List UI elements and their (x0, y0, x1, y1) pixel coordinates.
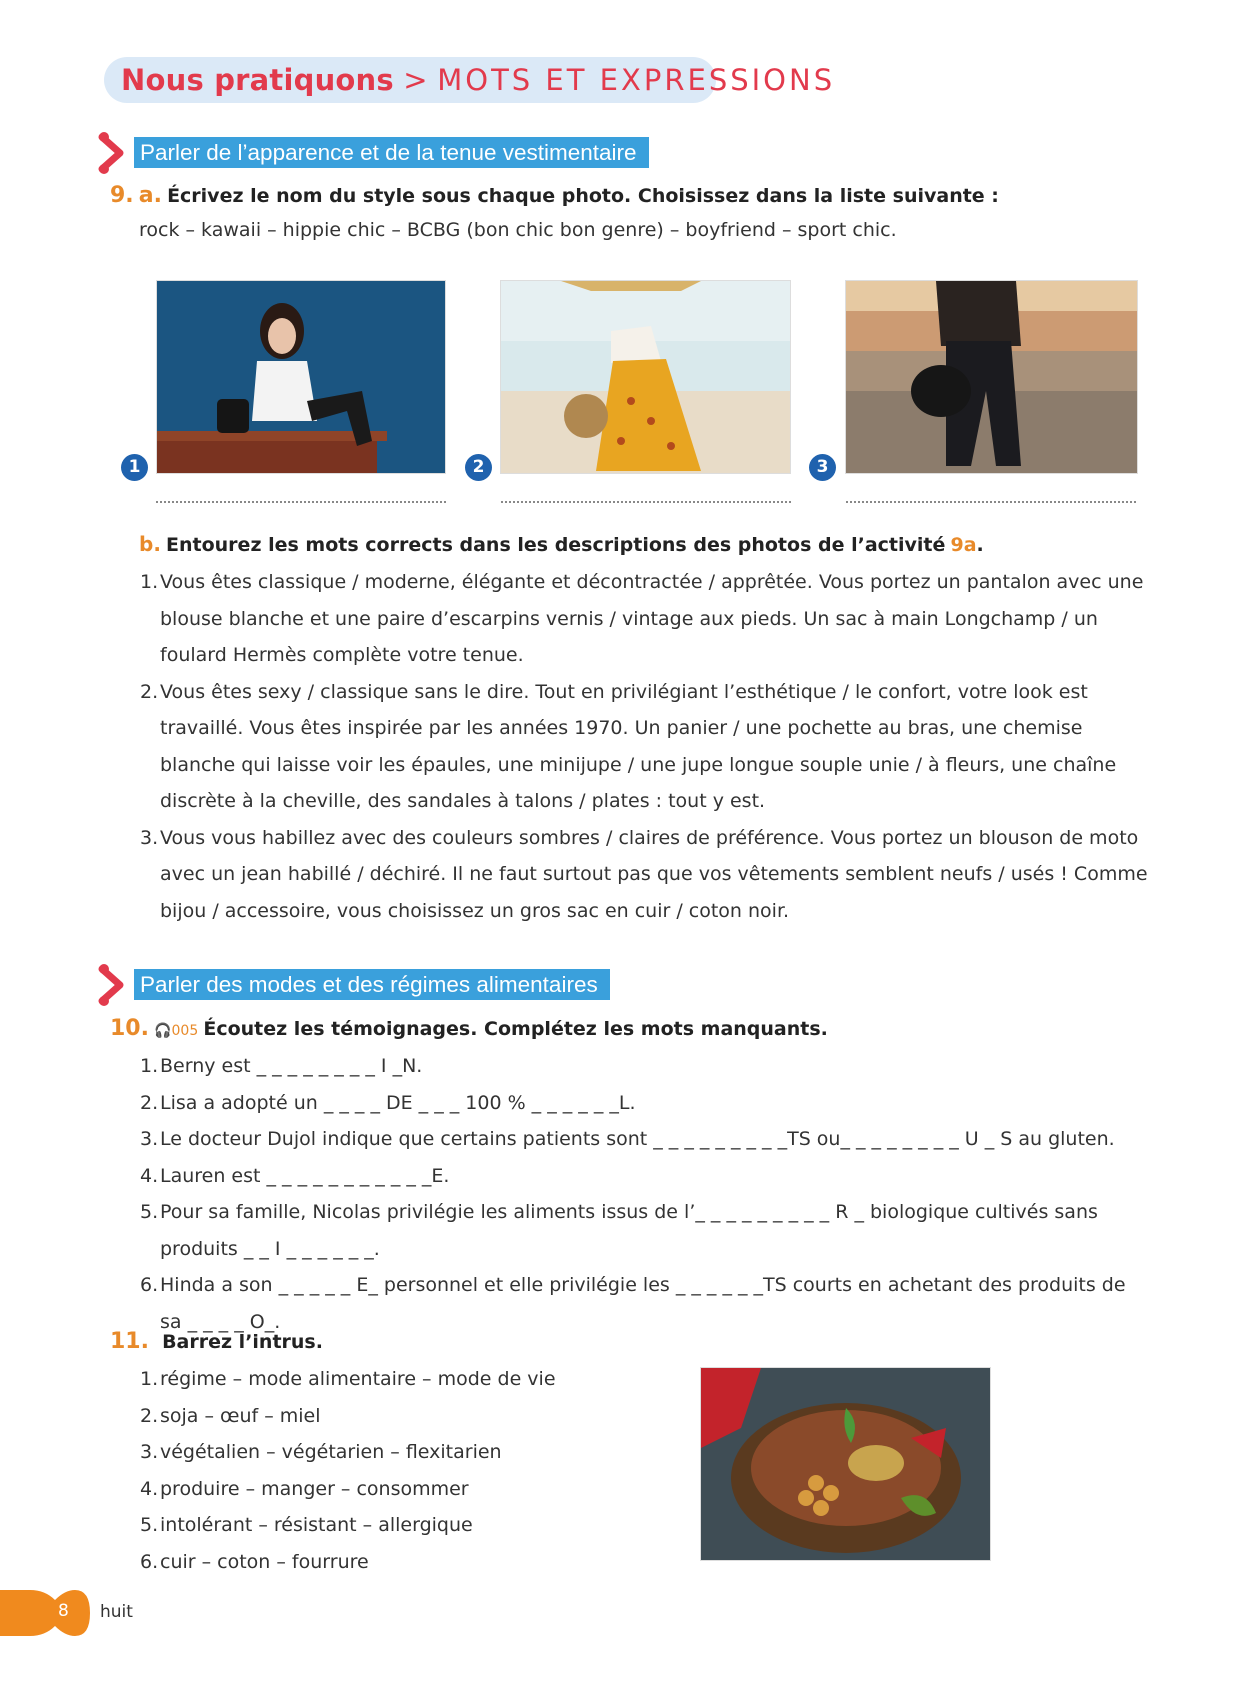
q11-item-text[interactable]: régime – mode alimentaire – mode de vie (160, 1368, 556, 1390)
q10-item-number: 6. (140, 1274, 159, 1296)
q9-b-list (140, 564, 1150, 929)
audio-track[interactable]: 005 (171, 1023, 199, 1039)
q10-item-text[interactable]: Lauren est _ _ _ _ _ _ _ _ _ _ _E. (160, 1164, 450, 1187)
page-number: 8 (58, 1601, 69, 1621)
q10-item-text[interactable]: Berny est _ _ _ _ _ _ _ _ I _N. (160, 1055, 423, 1077)
q9-a-instruction: Écrivez le nom du style sous chaque photo. Choisissez dans la liste suivante : (167, 185, 999, 207)
q10-item (140, 1085, 1150, 1122)
q11-item-text[interactable]: cuir – coton – fourrure (160, 1550, 369, 1573)
q11-item-text[interactable]: intolérant – résistant – allergique (160, 1514, 473, 1536)
photo-1-badge: 1 (121, 454, 148, 481)
q11-item-text[interactable]: soja – œuf – miel (160, 1404, 321, 1427)
page-number-tab (0, 1590, 90, 1636)
q11-item-text[interactable]: végétalien – végétarien – flexitarien (160, 1441, 502, 1463)
q11-item-number: 6. (140, 1550, 159, 1573)
q11-item (140, 1398, 700, 1435)
q9-b-item-number: 3. (140, 826, 159, 849)
chapter-title-bold: Nous pratiquons (121, 63, 394, 97)
q9-b-item-number: 1. (140, 571, 159, 593)
q10-item (140, 1121, 1150, 1158)
q10-item (140, 1048, 1150, 1085)
q11-item-number: 2. (140, 1404, 159, 1427)
q11-item (140, 1507, 700, 1544)
q10-item-text[interactable]: Lisa a adopté un _ _ _ _ DE _ _ _ 100 % _ _ _ _ _ _L. (160, 1091, 636, 1114)
q11-instruction: Barrez l’intrus. (162, 1331, 323, 1353)
q11-item (140, 1361, 700, 1398)
photo-2-answer-line[interactable] (501, 501, 791, 503)
q9-b-end: . (976, 534, 984, 556)
section-title-appearance: Parler de l’apparence et de la tenue vestimentaire (134, 137, 649, 168)
q10-item-number: 4. (140, 1164, 159, 1187)
q11-list (140, 1361, 700, 1580)
chapter-title (121, 58, 835, 102)
q9-header (110, 183, 999, 208)
q9-b-header (139, 532, 984, 556)
q9-b-letter: b. (139, 532, 161, 556)
q11-item (140, 1471, 700, 1508)
photo-2-badge: 2 (465, 454, 492, 481)
photo-3-illustration (846, 281, 1137, 473)
q10-item (140, 1194, 1150, 1267)
chapter-title-light: MOTS ET EXPRESSIONS (437, 63, 836, 97)
q9-b-item-number: 2. (140, 680, 159, 703)
photo-1-illustration (157, 281, 445, 473)
q10-item-number: 2. (140, 1091, 159, 1114)
q10-item-text[interactable]: Pour sa famille, Nicolas privilégie les aliments issus de l’_ _ _ _ _ _ _ _ _ R _ biologique cultivés sans produits _ _ I _ _ _ _ _ _. (160, 1201, 1098, 1260)
q10-item-number: 5. (140, 1201, 159, 1223)
q9-b-item-text[interactable]: Vous vous habillez avec des couleurs sombres / claires de préférence. Vous portez un blouson de moto avec un jean habillé / déchiré. Il ne faut surtout pas que vos vêtements semblent neufs / usés ! Comme bijou / accessoire, vous choisissez un gros sac en cuir / coton noir. (160, 826, 1148, 922)
q10-number: 10. (110, 1016, 149, 1041)
photo-1 (156, 280, 446, 474)
q10-item (140, 1158, 1150, 1195)
photo-1-answer-line[interactable] (156, 501, 446, 503)
q11-item-text[interactable]: produire – manger – consommer (160, 1477, 469, 1500)
q9-a-options: rock – kawaii – hippie chic – BCBG (bon chic bon genre) – boyfriend – sport chic. (139, 219, 897, 241)
q9-b-instruction: Entourez les mots corrects dans les descriptions des photos de l’activité (166, 534, 946, 556)
section-logo-icon (98, 963, 128, 1007)
headphones-icon[interactable]: 🎧 (154, 1023, 172, 1039)
q10-item-text[interactable]: Hinda a son _ _ _ _ _ E_ personnel et elle privilégie les _ _ _ _ _ _TS courts en achetant des produits de sa _ _ _ _ O_. (160, 1274, 1126, 1333)
q11-item (140, 1434, 700, 1471)
q11-item (140, 1544, 700, 1581)
q10-instruction: Écoutez les témoignages. Complétez les mots manquants. (203, 1018, 828, 1040)
photo-food-bowl (700, 1367, 991, 1561)
photo-3-answer-line[interactable] (846, 501, 1136, 503)
q9-b-ref: 9a (950, 534, 977, 556)
q9-b-item (140, 674, 1150, 820)
photo-2 (500, 280, 791, 474)
section-title-diets: Parler des modes et des régimes alimentaires (134, 969, 610, 1000)
q11-item-number: 5. (140, 1514, 159, 1536)
q9-b-item-text[interactable]: Vous êtes classique / moderne, élégante et décontractée / apprêtée. Vous portez un pantalon avec une blouse blanche et une paire d’escarpins vernis / vintage aux pieds. Un sac à main Longchamp / un foulard Hermès complète votre tenue. (160, 571, 1144, 666)
photo-3 (845, 280, 1138, 474)
q9-number: 9. (110, 183, 134, 208)
q10-item-number: 1. (140, 1055, 159, 1077)
q11-item-number: 1. (140, 1368, 159, 1390)
q10-header (110, 1016, 828, 1041)
q11-header (110, 1329, 323, 1354)
q9-a-letter: a. (138, 183, 162, 208)
q10-item-text[interactable]: Le docteur Dujol indique que certains patients sont _ _ _ _ _ _ _ _ _TS ou_ _ _ _ _ _ _ _ U _ S au gluten. (160, 1128, 1115, 1150)
page-number-word: huit (100, 1602, 133, 1622)
q10-list (140, 1048, 1150, 1340)
section-logo-icon (98, 131, 128, 175)
q11-item-number: 4. (140, 1477, 159, 1500)
food-bowl-illustration (701, 1368, 990, 1560)
q9-b-item-text[interactable]: Vous êtes sexy / classique sans le dire. Tout en privilégiant l’esthétique / le confort, votre look est travaillé. Vous êtes inspirée par les années 1970. Un panier / une pochette au bras, une chemise blanche qui laisse voir les épaules, une minijupe / une jupe longue souple unie / à fleurs, une chaîne discrète à la cheville, des sandales à talons / plates : tout y est. (160, 680, 1117, 812)
chapter-title-separator: > (403, 63, 428, 97)
q10-item-number: 3. (140, 1128, 159, 1150)
photo-2-illustration (501, 281, 790, 473)
q11-item-number: 3. (140, 1441, 159, 1463)
q9-b-item (140, 564, 1150, 674)
photo-3-badge: 3 (809, 454, 836, 481)
q11-number: 11. (110, 1329, 149, 1354)
q9-b-item (140, 820, 1150, 930)
